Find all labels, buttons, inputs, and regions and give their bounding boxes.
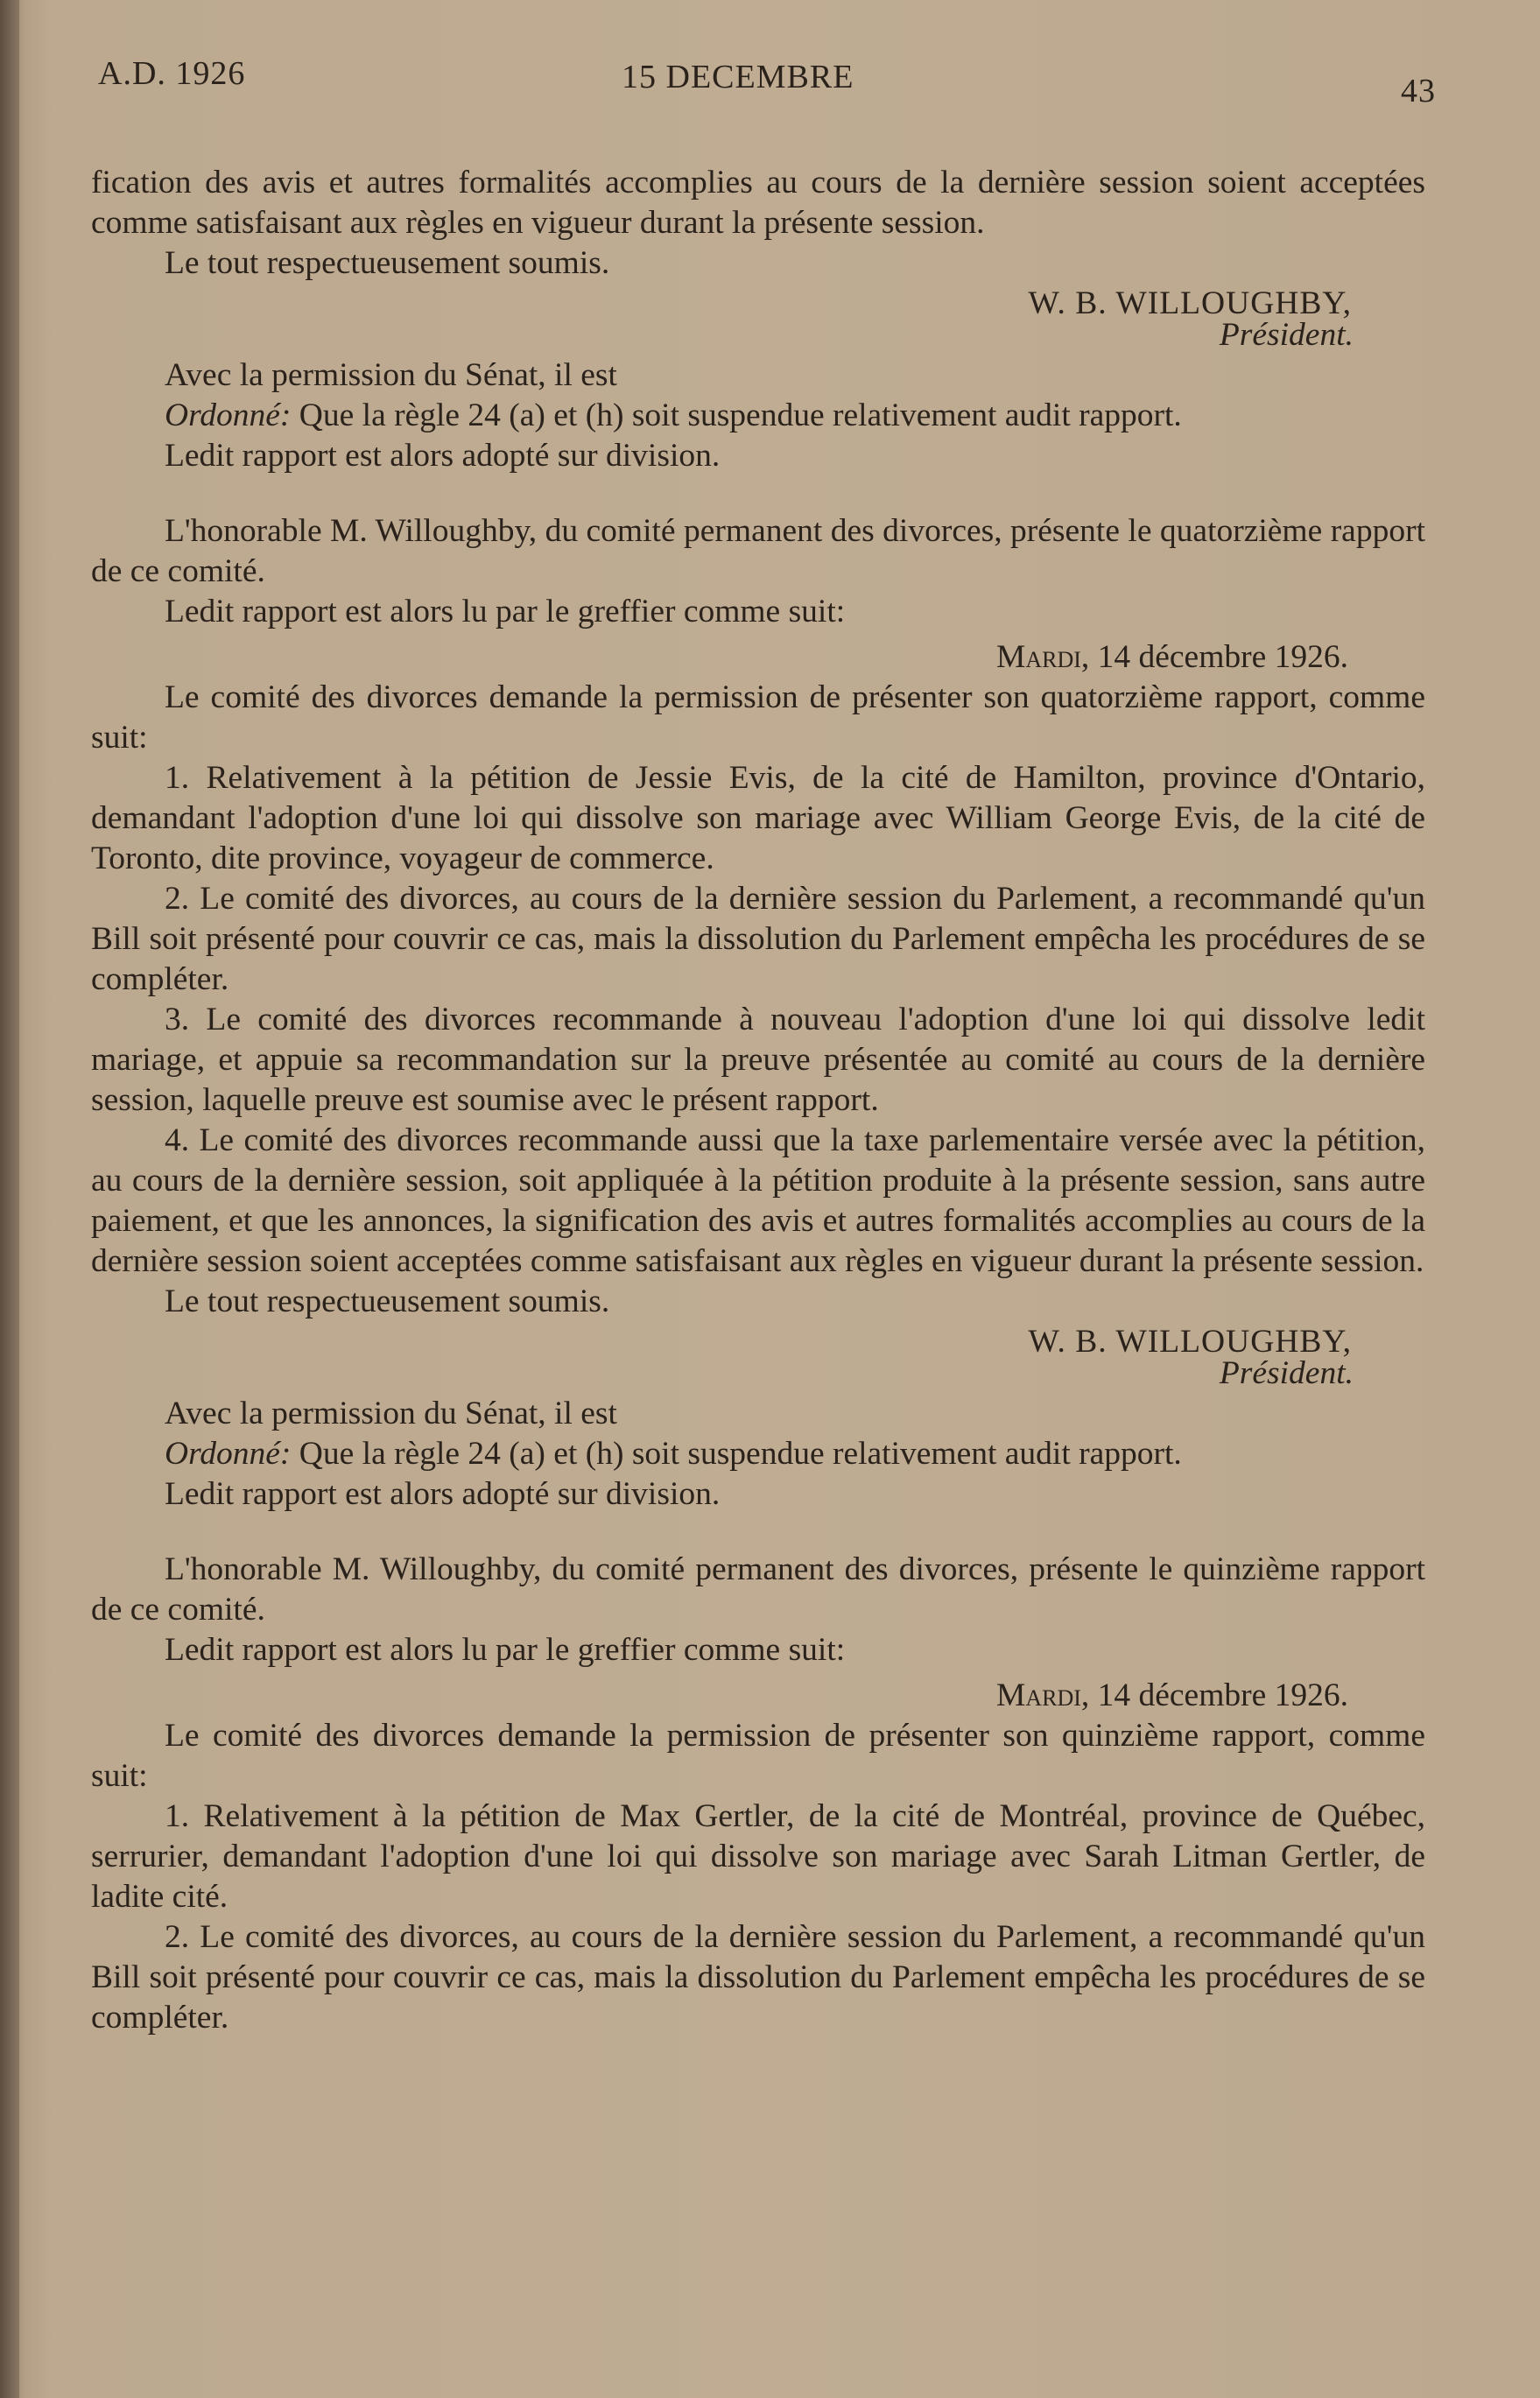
header-date: 15 DECEMBRE bbox=[622, 59, 854, 95]
fourteenth-presentation: L'honorable M. Willoughby, du comité permanent des divorces, présente le quatorzième rapport de ce comité. bbox=[91, 513, 1425, 589]
fifteenth-request: Le comité des divorces demande la permission de présenter son quinzième rapport, comme suit: bbox=[91, 1718, 1425, 1794]
fourteenth-item-3: 3. Le comité des divorces recommande à nouveau l'adoption d'une loi qui dissolve ledit mariage, et appuie sa recommandation sur la preuve présentée au comité au cours de la dernière session, laquelle preuve est soumise avec le présent rapport. bbox=[91, 1002, 1425, 1118]
fifteenth-item-1: 1. Relativement à la pétition de Max Gertler, de la cité de Montréal, province de Québec, serrurier, demandant l'adoption d'une loi qui dissolve son mariage avec Sarah Litman Gertler, de ladite cité. bbox=[91, 1798, 1425, 1915]
binding-edge bbox=[0, 0, 19, 2398]
fifteenth-date bbox=[91, 1676, 1425, 1716]
fifteenth-read: Ledit rapport est alors lu par le greffier comme suit: bbox=[165, 1632, 846, 1668]
fourteenth-request: Le comité des divorces demande la permission de présenter son quatorzième rapport, comme suit: bbox=[91, 679, 1425, 756]
intro-signature-title: Président. bbox=[1219, 317, 1354, 353]
intro-closing: Le tout respectueusement soumis. bbox=[165, 245, 610, 281]
intro-continuation: fication des avis et autres formalités accomplies au cours de la dernière session soient acceptées comme satisfaisant aux règles en vigueur durant la présente session. bbox=[91, 165, 1425, 241]
intro-permission: Avec la permission du Sénat, il est bbox=[165, 357, 617, 393]
intro-order bbox=[91, 396, 1425, 436]
running-head bbox=[98, 54, 1436, 109]
fourteenth-adopted: Ledit rapport est alors adopté sur division. bbox=[165, 1476, 721, 1512]
fourteenth-item-4: 4. Le comité des divorces recommande aussi que la taxe parlementaire versée avec la pétition, au cours de la dernière session, soit appliquée à la pétition produite à la présente session, sans autre paiement, et que les annonces, la signification des avis et autres formalités accomplies au cours de la dernière session soient acceptées comme satisfaisant aux règles en vigueur durant la présente session. bbox=[91, 1122, 1425, 1279]
fourteenth-order-label: Ordonné: bbox=[165, 1436, 292, 1472]
fourteenth-signature-title: Président. bbox=[1219, 1355, 1354, 1391]
intro-signature-name: W. B. WILLOUGHBY, bbox=[1028, 285, 1352, 321]
fifteenth-item-2: 2. Le comité des divorces, au cours de la dernière session du Parlement, a recommandé qu'un Bill soit présenté pour couvrir ce cas, mais la dissolution du Parlement empêcha les procédures de se compléter. bbox=[91, 1919, 1425, 2036]
fourteenth-item-1: 1. Relativement à la pétition de Jessie Evis, de la cité de Hamilton, province d'Ontario, demandant l'adoption d'une loi qui dissolve son mariage avec William George Evis, de la cité de Toronto, dite province, voyageur de commerce. bbox=[91, 760, 1425, 876]
fourteenth-order-text: Que la règle 24 (a) et (h) soit suspendue relativement audit rapport. bbox=[299, 1436, 1182, 1472]
intro-order-text: Que la règle 24 (a) et (h) soit suspendue relativement audit rapport. bbox=[299, 397, 1182, 433]
page-number: 43 bbox=[1401, 73, 1436, 109]
fourteenth-read: Ledit rapport est alors lu par le greffier comme suit: bbox=[165, 594, 846, 629]
intro-adopted: Ledit rapport est alors adopté sur division. bbox=[165, 438, 721, 474]
fourteenth-signature-name: W. B. WILLOUGHBY, bbox=[1028, 1324, 1352, 1360]
fifteenth-date-day: Mardi, bbox=[995, 1677, 1090, 1713]
body-text bbox=[91, 163, 1425, 2038]
fourteenth-item-2: 2. Le comité des divorces, au cours de la dernière session du Parlement, a recommandé qu'un Bill soit présenté pour couvrir ce cas, mais la dissolution du Parlement empêcha les procédures de se compléter. bbox=[91, 881, 1425, 997]
section-gap bbox=[91, 476, 1425, 511]
fourteenth-closing: Le tout respectueusement soumis. bbox=[165, 1283, 610, 1319]
fourteenth-date-day: Mardi, bbox=[995, 639, 1090, 675]
fourteenth-date bbox=[91, 637, 1425, 678]
fourteenth-permission: Avec la permission du Sénat, il est bbox=[165, 1396, 617, 1431]
fifteenth-presentation: L'honorable M. Willoughby, du comité permanent des divorces, présente le quinzième rapport de ce comité. bbox=[91, 1551, 1425, 1628]
fifteenth-date-rest: 14 décembre 1926. bbox=[1097, 1677, 1348, 1713]
section-gap bbox=[91, 1515, 1425, 1550]
fourteenth-date-rest: 14 décembre 1926. bbox=[1097, 639, 1348, 675]
header-year: A.D. 1926 bbox=[98, 55, 246, 92]
fourteenth-order bbox=[91, 1434, 1425, 1474]
intro-order-label: Ordonné: bbox=[165, 397, 292, 433]
